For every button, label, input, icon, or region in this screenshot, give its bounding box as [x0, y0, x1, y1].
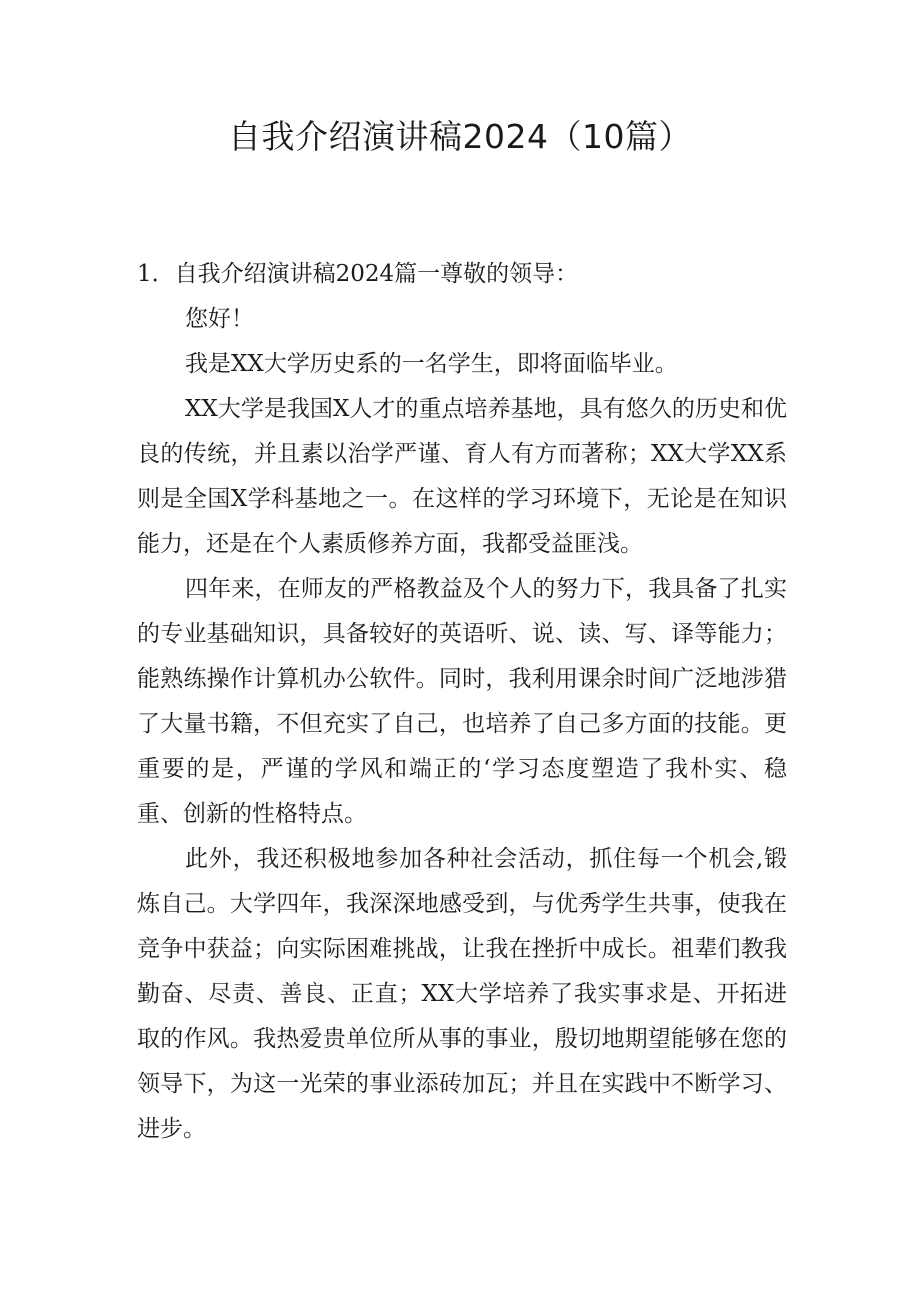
paragraph-activities: 此外，我还积极地参加各种社会活动，抓住每一个机会,锻炼自己。大学四年，我深深地感受到，与优秀学生共事，使我在竞争中获益；向实际困难挑战，让我在挫折中成长。祖辈们教我勤奋、尽责、善良、正直；XX大学培养了我实事求是、开拓进取的作风。我热爱贵单位所从事的事业，殷切地期望能够在您的领导下，为这一光荣的事业添砖加瓦；并且在实践中不断学习、进步。 [137, 846, 787, 1142]
paragraph-greeting: 您好！ [185, 306, 254, 332]
paragraph-intro: 我是XX大学历史系的一名学生，即将面临毕业。 [185, 351, 678, 377]
paragraph-university: XX大学是我国X人才的重点培养基地，具有悠久的历史和优良的传统，并且素以治学严谨、育人有方而著称；XX大学XX系则是全国X学科基地之一。在这样的学习环境下，无论是在知识能力，还是在个人素质修养方面，我都受益匪浅。 [137, 396, 787, 557]
paragraph-skills: 四年来，在师友的严格教益及个人的努力下，我具备了扎实的专业基础知识，具备较好的英语听、说、读、写、译等能力；能熟练操作计算机办公软件。同时，我利用课余时间广泛地涉猎了大量书籍，不但充实了自己，也培养了自己多方面的技能。更重要的是，严谨的学风和端正的‘学习态度塑造了我朴实、稳重、创新的性格特点。 [137, 576, 787, 827]
document-title: 自我介绍演讲稿2024（10篇） [228, 117, 692, 156]
section-heading: 1．自我介绍演讲稿2024篇一尊敬的领导： [137, 261, 579, 287]
document-body [137, 252, 787, 1152]
